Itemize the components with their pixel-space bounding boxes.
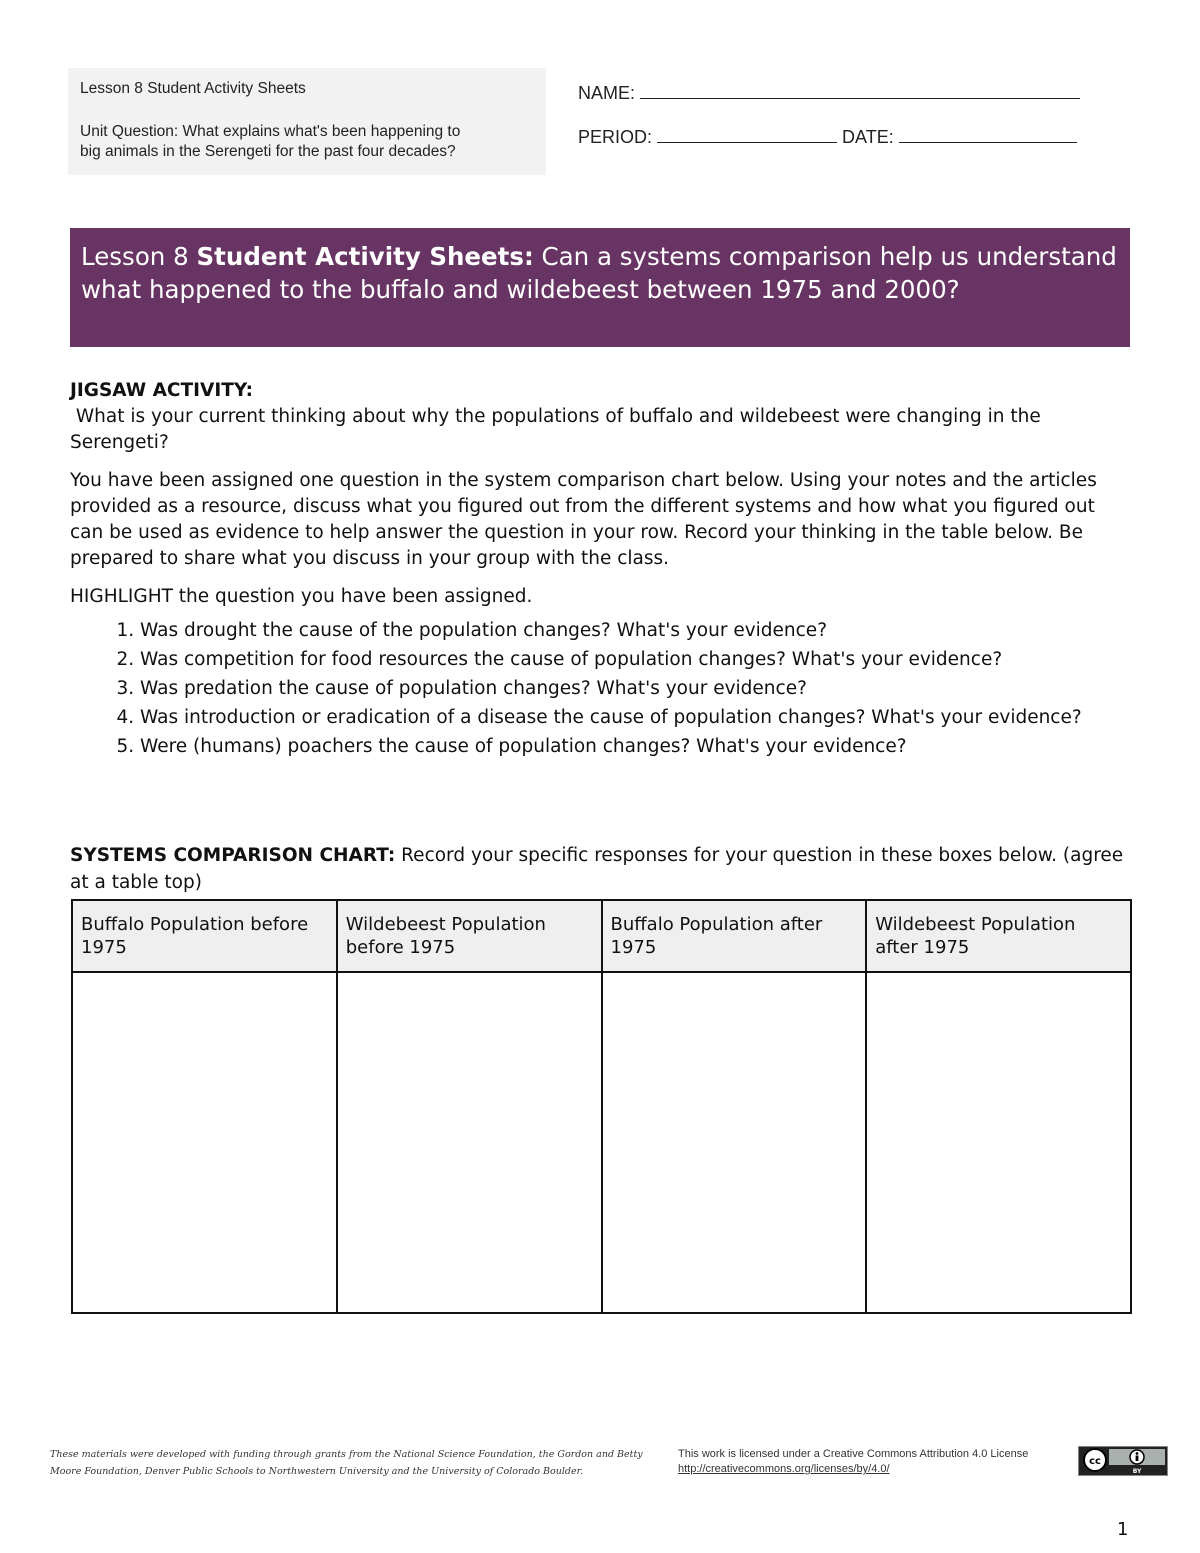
jigsaw-prompt: What is your current thinking about why the populations of buffalo and wildebeest were changing in the Serengeti? (70, 406, 1047, 453)
jigsaw-section (70, 378, 1132, 763)
column-header: Wildebeest Population before 1975 (337, 900, 602, 972)
jigsaw-instructions: You have been assigned one question in the system comparison chart below. Using your notes and the articles provided as a resource, discuss what you figured out from the different systems and how what you figured out can be used as evidence to help answer the question in your row. Record your thinking in the table below. Be prepared to share what you discuss in your group with the class. (70, 470, 1097, 569)
name-field-row (578, 80, 1080, 104)
list-item: 2. Was competition for food resources the cause of population changes? What's your evidence? (140, 647, 1132, 673)
response-cell-buffalo-before[interactable] (72, 972, 337, 1313)
lesson-title-banner: Lesson 8 Student Activity Sheets: Can a systems comparison help us understand what happened to the buffalo and wildebeest between 1975 and 2000? (70, 228, 1130, 347)
highlight-instruction: HIGHLIGHT the question you have been assigned. (70, 586, 533, 607)
page-number: 1 (1117, 1519, 1129, 1540)
license-note: This work is licensed under a Creative Commons Attribution 4.0 License http://creativecommons.org/licenses/by/4.0/ (678, 1448, 1029, 1475)
response-cell-wildebeest-before[interactable] (337, 972, 602, 1313)
list-item: 1. Was drought the cause of the population changes? What's your evidence? (140, 618, 1132, 644)
lesson-label: Lesson 8 Student Activity Sheets (80, 80, 306, 97)
name-field[interactable] (640, 80, 1080, 99)
column-header: Buffalo Population before 1975 (72, 900, 337, 972)
systems-comparison-table (71, 899, 1132, 1314)
date-field[interactable] (899, 124, 1077, 143)
table-header-row (72, 900, 1131, 972)
chart-title: SYSTEMS COMPARISON CHART: Record your specific responses for your question in these boxes below. (agree at a table top) (70, 845, 1124, 893)
name-label: NAME: (578, 83, 636, 103)
table-row (72, 972, 1131, 1313)
list-item: 5. Were (humans) poachers the cause of population changes? What's your evidence? (140, 734, 1132, 760)
date-label: DATE: (842, 127, 894, 147)
response-cell-wildebeest-after[interactable] (866, 972, 1131, 1313)
period-label: PERIOD: (578, 127, 653, 147)
period-date-row (578, 124, 1077, 148)
lesson-header-box (68, 68, 546, 175)
badge-cc-text: cc (1089, 1456, 1101, 1467)
jigsaw-heading: JIGSAW ACTIVITY: (70, 380, 254, 401)
response-cell-buffalo-after[interactable] (602, 972, 867, 1313)
cc-by-icon (1079, 1447, 1167, 1475)
creative-commons-badge-icon (1078, 1446, 1168, 1476)
funding-note: These materials were developed with funding through grants from the National Science Foundation, the Gordon and Betty Moore Foundation, Denver Public Schools to Northwestern University and the University of Colorado Boulder. (50, 1449, 643, 1477)
unit-question: Unit Question: What explains what's been happening to big animals in the Serengeti for the past four decades? (80, 123, 461, 160)
column-header: Wildebeest Population after 1975 (866, 900, 1131, 972)
question-list (70, 618, 1132, 760)
list-item: 3. Was predation the cause of population changes? What's your evidence? (140, 676, 1132, 702)
period-field[interactable] (657, 124, 837, 143)
column-header: Buffalo Population after 1975 (602, 900, 867, 972)
license-link[interactable]: http://creativecommons.org/licenses/by/4.0/ (678, 1463, 890, 1475)
badge-by-text: BY (1132, 1468, 1142, 1475)
list-item: 4. Was introduction or eradication of a disease the cause of population changes? What's your evidence? (140, 705, 1132, 731)
